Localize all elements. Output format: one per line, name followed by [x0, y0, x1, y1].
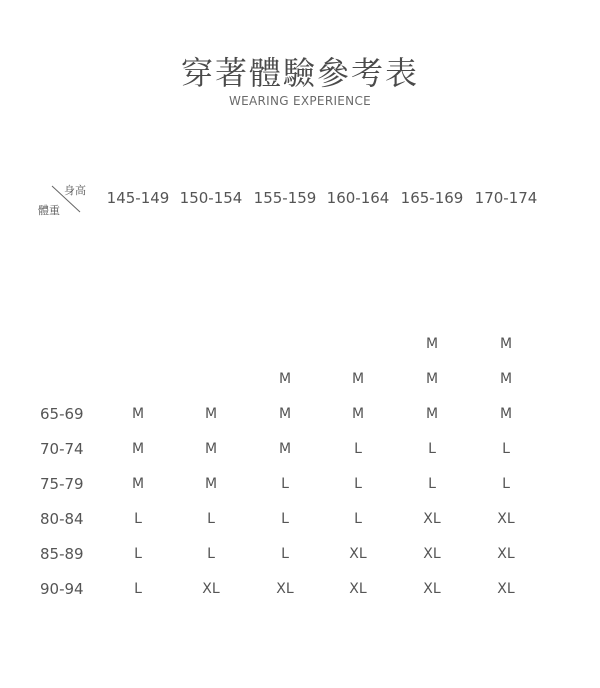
- size-cell: XL: [349, 581, 367, 597]
- size-cell: L: [428, 476, 436, 492]
- height-column-header: 155-159: [253, 189, 317, 207]
- height-column-header: 150-154: [179, 189, 243, 207]
- height-column-header: 145-149: [106, 189, 170, 207]
- size-cell: XL: [276, 581, 294, 597]
- page-subtitle: WEARING EXPERIENCE: [228, 94, 372, 108]
- size-cell: XL: [423, 581, 441, 597]
- size-cell: XL: [497, 581, 515, 597]
- size-cell: M: [499, 336, 513, 352]
- weight-row-header: 80-84: [40, 510, 84, 528]
- weight-row-header: 75-79: [40, 475, 84, 493]
- size-cell: M: [351, 406, 365, 422]
- size-cell: L: [428, 441, 436, 457]
- size-cell: L: [207, 511, 215, 527]
- size-cell: L: [134, 581, 142, 597]
- size-cell: XL: [497, 511, 515, 527]
- size-cell: M: [204, 406, 218, 422]
- size-cell: XL: [202, 581, 220, 597]
- size-cell: M: [425, 336, 439, 352]
- size-cell: L: [354, 511, 362, 527]
- size-cell: L: [354, 476, 362, 492]
- size-cell: M: [278, 371, 292, 387]
- size-cell: M: [204, 476, 218, 492]
- size-cell: L: [207, 546, 215, 562]
- size-cell: L: [281, 476, 289, 492]
- size-cell: L: [502, 441, 510, 457]
- size-cell: L: [502, 476, 510, 492]
- page-title: 穿著體驗參考表: [180, 54, 419, 92]
- height-column-header: 165-169: [400, 189, 464, 207]
- weight-row-header: 85-89: [40, 545, 84, 563]
- height-column-header: 170-174: [474, 189, 538, 207]
- size-cell: M: [425, 406, 439, 422]
- size-cell: M: [204, 441, 218, 457]
- size-cell: L: [354, 441, 362, 457]
- size-cell: XL: [423, 511, 441, 527]
- size-cell: XL: [423, 546, 441, 562]
- weight-row-header: 90-94: [40, 580, 84, 598]
- size-cell: M: [131, 441, 145, 457]
- size-cell: L: [281, 546, 289, 562]
- size-cell: XL: [349, 546, 367, 562]
- size-cell: M: [131, 406, 145, 422]
- size-cell: L: [281, 511, 289, 527]
- size-cell: L: [134, 511, 142, 527]
- size-cell: M: [425, 371, 439, 387]
- size-cell: M: [131, 476, 145, 492]
- size-cell: M: [351, 371, 365, 387]
- weight-axis-label: 體重: [38, 204, 60, 217]
- size-cell: M: [278, 441, 292, 457]
- weight-row-header: 70-74: [40, 440, 84, 458]
- size-cell: L: [134, 546, 142, 562]
- size-cell: M: [499, 371, 513, 387]
- height-axis-label: 身高: [64, 184, 86, 197]
- size-cell: XL: [497, 546, 515, 562]
- size-cell: M: [499, 406, 513, 422]
- table-corner-header: [34, 178, 94, 222]
- height-column-header: 160-164: [326, 189, 390, 207]
- size-cell: M: [278, 406, 292, 422]
- weight-row-header: 65-69: [40, 405, 84, 423]
